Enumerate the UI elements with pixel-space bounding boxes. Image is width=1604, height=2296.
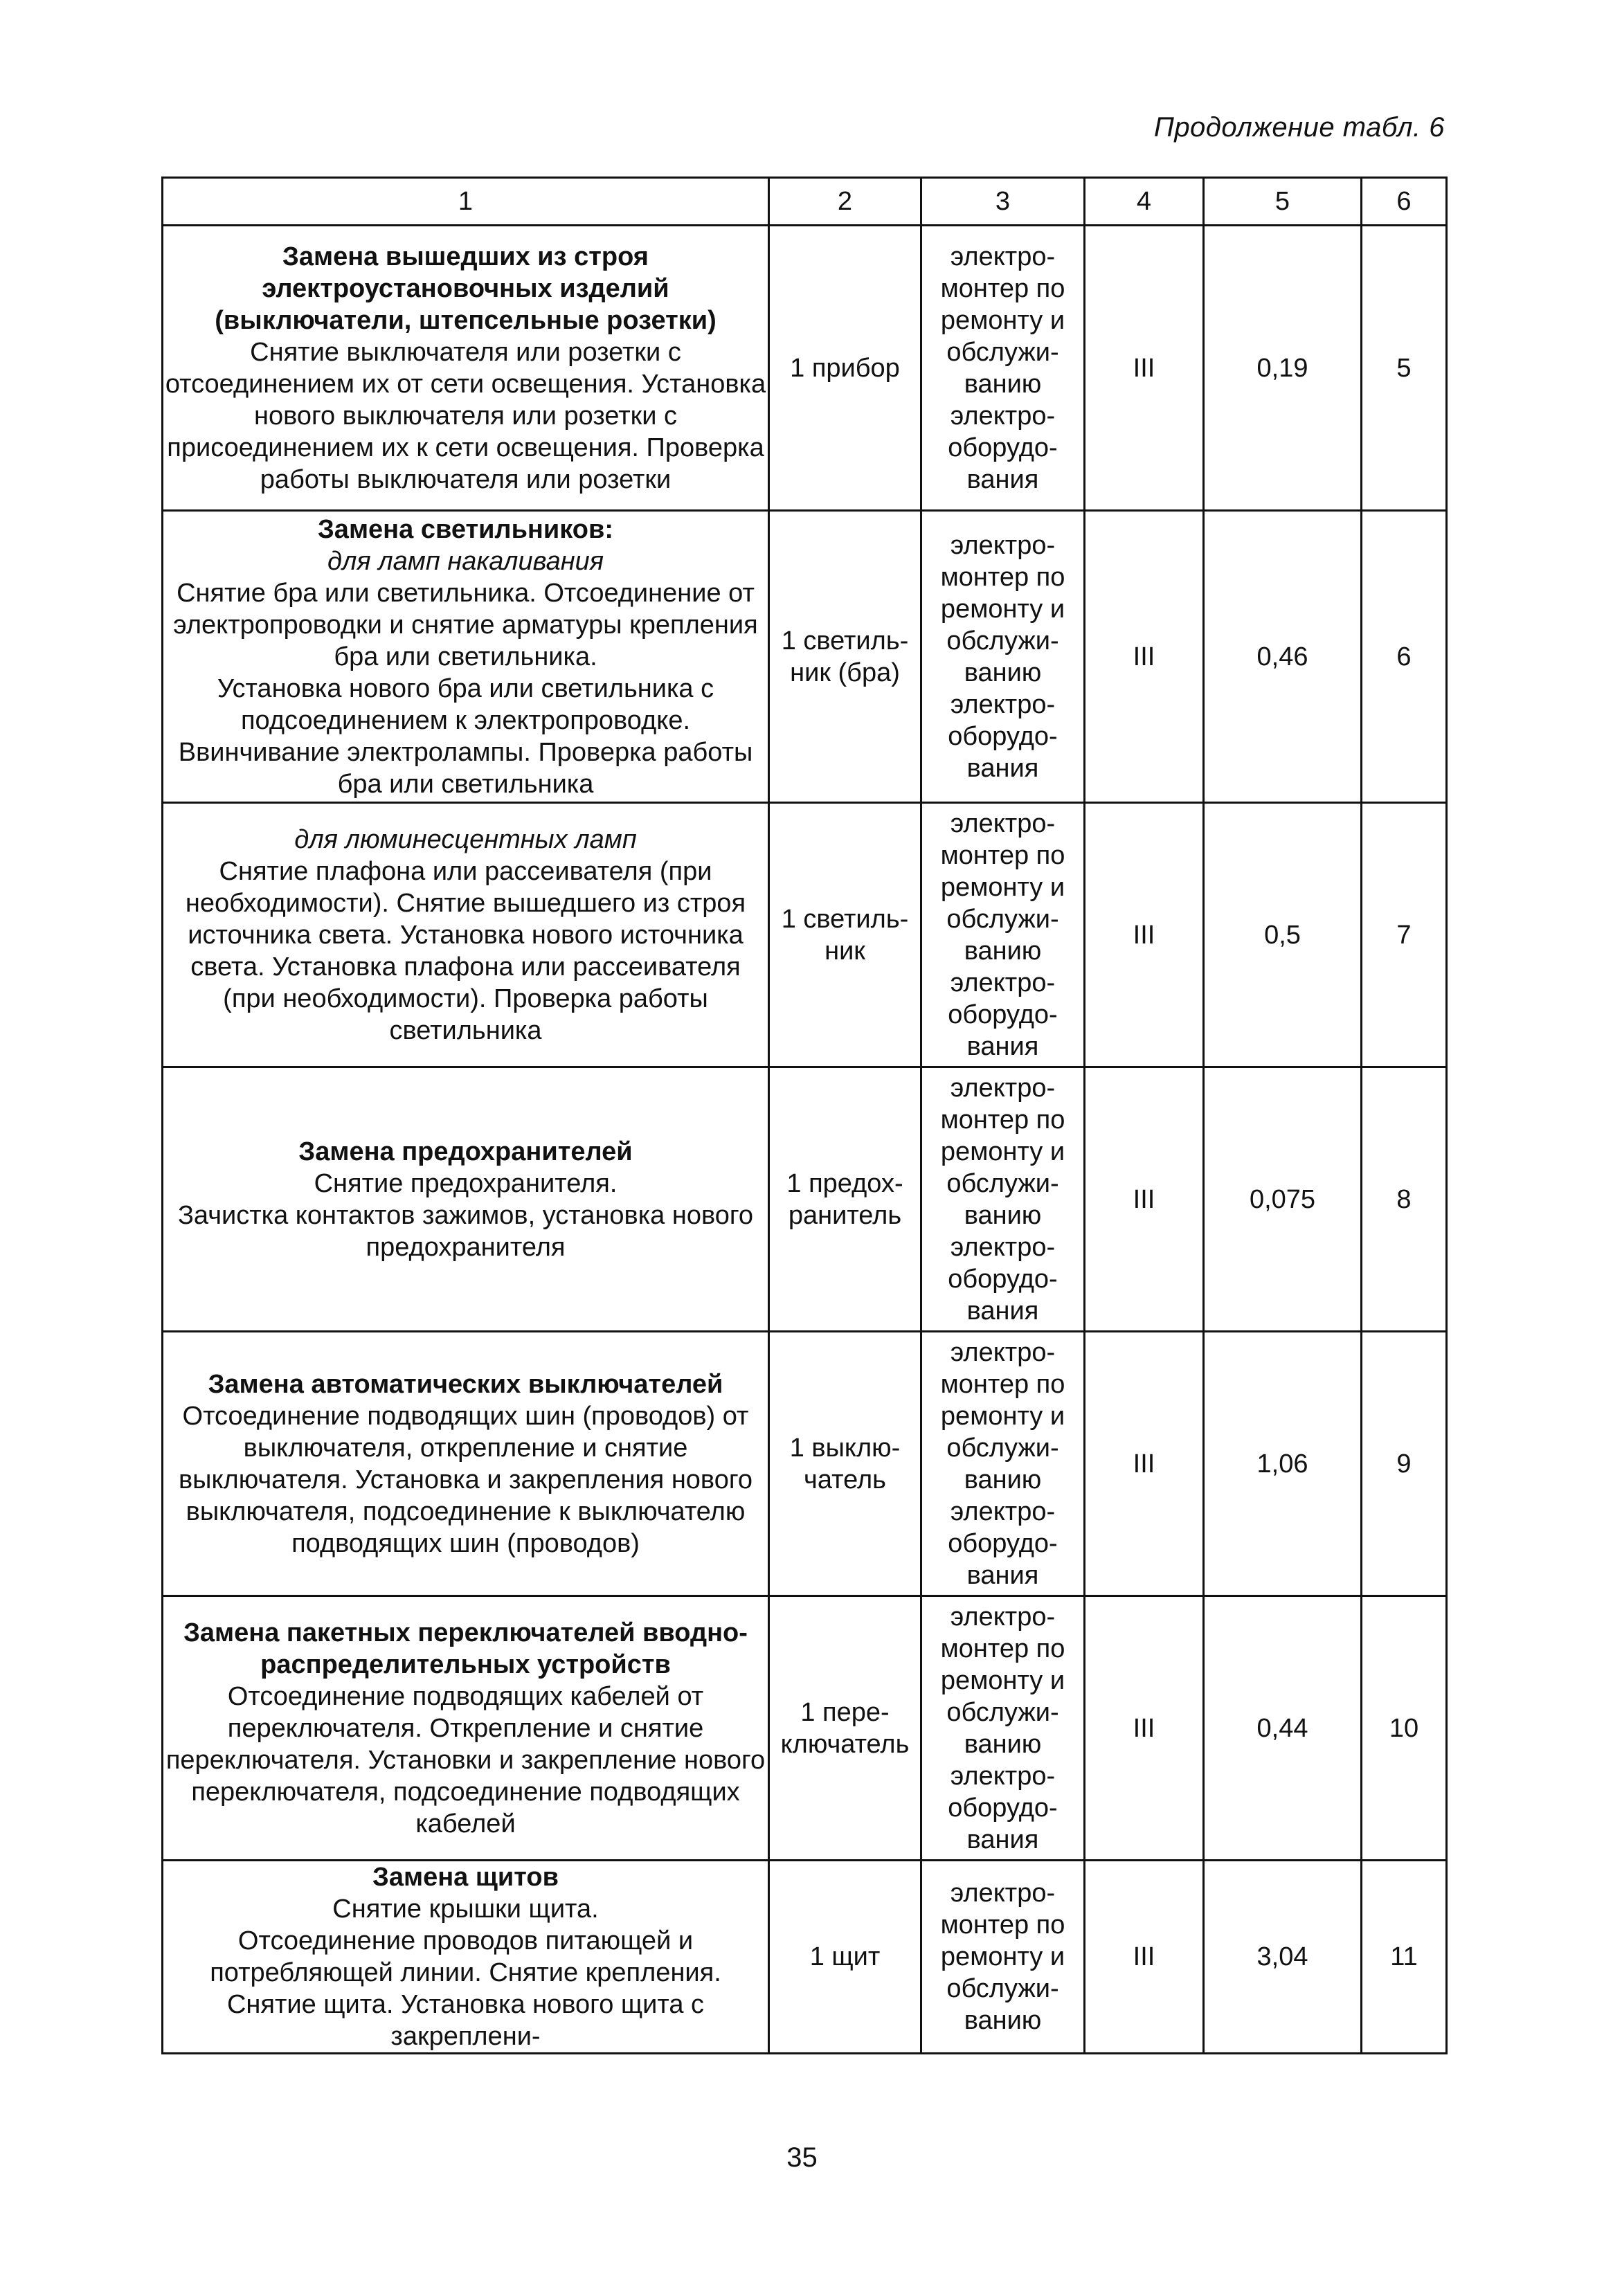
- row-number-cell: 7: [1362, 803, 1447, 1067]
- performer-line: ремонту и: [940, 594, 1065, 624]
- performer-line: ванию: [964, 658, 1042, 687]
- unit-line: ранитель: [788, 1200, 902, 1230]
- performer-line: обслужи-: [946, 1433, 1059, 1463]
- unit-line: 1 прибор: [790, 353, 900, 383]
- work-title: Замена автоматических выключателей: [208, 1369, 723, 1399]
- norms-table: [161, 177, 1448, 2054]
- work-description-cell: [163, 226, 769, 511]
- work-subtitle: для ламп накаливания: [327, 546, 604, 576]
- col-header-5: 5: [1204, 178, 1362, 226]
- performer-line: обслужи-: [946, 1168, 1059, 1198]
- work-step-text: Снятие плафона или рассеивателя (при необходимости). Снятие вышедшего из строя источника света. Установка нового источника света. Установка плафона или рассеивателя (при необходимости). Проверка работы светильника: [185, 856, 746, 1045]
- work-description-cell: [163, 803, 769, 1067]
- page-number: 35: [786, 2142, 818, 2173]
- performer-line: монтер по: [940, 1369, 1065, 1399]
- unit-line: 1 пере-: [800, 1697, 890, 1727]
- performer-line: ремонту и: [940, 1942, 1065, 1971]
- table-row: [163, 1861, 1447, 2054]
- performer-line: ванию: [964, 1200, 1042, 1230]
- grade-cell: III: [1085, 226, 1204, 511]
- performer-line: ремонту и: [940, 872, 1065, 902]
- performer-line: ванию: [964, 1729, 1042, 1759]
- work-step-text: Снятие выключателя или розетки с отсоединением их от сети освещения. Установка нового выключателя или розетки с присоединением их к сети освещения. Проверка работы выключателя или розетки: [165, 337, 766, 494]
- table-caption: Продолжение табл. 6: [1153, 112, 1445, 143]
- performer-line: электро-: [950, 1602, 1056, 1631]
- unit-of-measure-cell: [769, 511, 921, 803]
- grade-cell: III: [1085, 511, 1204, 803]
- grade-cell: III: [1085, 1861, 1204, 2054]
- performer-line: обслужи-: [946, 1974, 1059, 2003]
- table-row: [163, 1596, 1447, 1861]
- norm-value-cell: 0,075: [1204, 1067, 1362, 1332]
- table-row: [163, 511, 1447, 803]
- row-number-cell: 9: [1362, 1332, 1447, 1596]
- row-number-cell: 5: [1362, 226, 1447, 511]
- performer-line: вания: [966, 1296, 1039, 1326]
- performer-line: вания: [966, 464, 1039, 494]
- unit-line: 1 светиль-: [781, 626, 909, 656]
- grade-cell: III: [1085, 1596, 1204, 1861]
- performer-line: электро-: [950, 1497, 1056, 1526]
- performer-line: обслужи-: [946, 337, 1059, 367]
- table-row: [163, 1067, 1447, 1332]
- unit-of-measure-cell: [769, 1596, 921, 1861]
- performer-line: ванию: [964, 1465, 1042, 1494]
- performer-line: вания: [966, 753, 1039, 783]
- performer-line: электро-: [950, 401, 1056, 431]
- performer-line: ванию: [964, 936, 1042, 966]
- work-description-cell: [163, 511, 769, 803]
- performer-cell: [921, 1332, 1085, 1596]
- work-step-text: Отсоединение подводящих шин (проводов) от выключателя, открепление и снятие выключателя. Установка и закрепления нового выключателя, подсоединение к выключателю подводящих шин (проводов): [178, 1401, 753, 1558]
- performer-line: оборудо-: [948, 1793, 1058, 1823]
- performer-line: электро-: [950, 1761, 1056, 1791]
- performer-line: оборудо-: [948, 1528, 1058, 1558]
- work-step-text: Отсоединение подводящих кабелей от переключателя. Открепление и снятие переключателя. Установки и закрепление нового переключателя, подсоединение подводящих кабелей: [165, 1681, 766, 1838]
- row-number-cell: 11: [1362, 1861, 1447, 2054]
- work-description-cell: [163, 1861, 769, 2054]
- performer-line: ремонту и: [940, 1137, 1065, 1166]
- norm-value-cell: 3,04: [1204, 1861, 1362, 2054]
- performer-line: ванию: [964, 2006, 1042, 2035]
- performer-cell: [921, 1067, 1085, 1332]
- unit-of-measure-cell: [769, 226, 921, 511]
- work-description-cell: [163, 1596, 769, 1861]
- col-header-3: 3: [921, 178, 1085, 226]
- work-step-text: Снятие бра или светильника. Отсоединение от электропроводки и снятие арматуры крепления бра или светильника.: [173, 578, 758, 671]
- work-step-text: Зачистка контактов зажимов, установка нового предохранителя: [177, 1200, 754, 1262]
- grade-cell: III: [1085, 803, 1204, 1067]
- performer-line: обслужи-: [946, 626, 1059, 656]
- performer-cell: [921, 226, 1085, 511]
- performer-line: оборудо-: [948, 1264, 1058, 1294]
- performer-cell: [921, 1861, 1085, 2054]
- unit-line: ник (бра): [790, 658, 900, 687]
- performer-line: обслужи-: [946, 904, 1059, 934]
- performer-line: монтер по: [940, 273, 1065, 303]
- performer-cell: [921, 511, 1085, 803]
- performer-line: монтер по: [940, 1105, 1065, 1135]
- performer-line: монтер по: [940, 562, 1065, 592]
- work-description-cell: [163, 1332, 769, 1596]
- row-number-cell: 6: [1362, 511, 1447, 803]
- row-number-cell: 10: [1362, 1596, 1447, 1861]
- table-row: [163, 803, 1447, 1067]
- performer-line: вания: [966, 1031, 1039, 1061]
- performer-line: электро-: [950, 1879, 1056, 1908]
- work-title: Замена светильников:: [318, 514, 613, 544]
- norm-value-cell: 0,19: [1204, 226, 1362, 511]
- work-title: Замена предохранителей: [298, 1137, 633, 1166]
- norm-value-cell: 0,46: [1204, 511, 1362, 803]
- grade-cell: III: [1085, 1332, 1204, 1596]
- grade-cell: III: [1085, 1067, 1204, 1332]
- performer-line: электро-: [950, 530, 1056, 560]
- performer-line: вания: [966, 1825, 1039, 1854]
- unit-line: ключатель: [780, 1729, 910, 1759]
- work-subtitle: для люминесцентных ламп: [294, 824, 637, 854]
- col-header-1: 1: [163, 178, 769, 226]
- performer-cell: [921, 803, 1085, 1067]
- work-step-text: Отсоединение проводов питающей и потребляющей линии. Снятие крепления. Снятие щита. Установка нового щита с закреплени-: [210, 1926, 721, 2051]
- unit-line: 1 выклю-: [789, 1433, 901, 1463]
- work-step-text: Установка нового бра или светильника с подсоединением к электропроводке. Ввинчивание электролампы. Проверка работы бра или светильника: [178, 674, 753, 799]
- performer-line: оборудо-: [948, 1000, 1058, 1029]
- performer-line: обслужи-: [946, 1697, 1059, 1727]
- header-row: [163, 178, 1447, 226]
- performer-line: оборудо-: [948, 721, 1058, 751]
- performer-cell: [921, 1596, 1085, 1861]
- row-number-cell: 8: [1362, 1067, 1447, 1332]
- work-title: Замена вышедших из строя электроустановочных изделий (выключатели, штепсельные розетки): [215, 242, 717, 335]
- norm-value-cell: 0,44: [1204, 1596, 1362, 1861]
- work-title: Замена щитов: [372, 1863, 559, 1892]
- performer-line: ремонту и: [940, 1401, 1065, 1431]
- performer-line: электро-: [950, 808, 1056, 838]
- col-header-6: 6: [1362, 178, 1447, 226]
- unit-line: 1 предох-: [786, 1168, 903, 1198]
- work-title: Замена пакетных переключателей вводно-распределительных устройств: [183, 1618, 748, 1679]
- performer-line: монтер по: [940, 1634, 1065, 1663]
- performer-line: ремонту и: [940, 1665, 1065, 1695]
- performer-line: монтер по: [940, 840, 1065, 870]
- work-step-text: Снятие предохранителя.: [314, 1168, 618, 1198]
- performer-line: электро-: [950, 1337, 1056, 1367]
- work-description-cell: [163, 1067, 769, 1332]
- performer-line: монтер по: [940, 1910, 1065, 1940]
- unit-line: 1 светиль-: [781, 904, 909, 934]
- performer-line: электро-: [950, 1073, 1056, 1103]
- unit-of-measure-cell: [769, 803, 921, 1067]
- unit-line: 1 щит: [809, 1942, 881, 1971]
- unit-line: ник: [824, 936, 865, 966]
- performer-line: электро-: [950, 242, 1056, 271]
- table-row: [163, 1332, 1447, 1596]
- unit-of-measure-cell: [769, 1861, 921, 2054]
- unit-of-measure-cell: [769, 1332, 921, 1596]
- performer-line: вания: [966, 1560, 1039, 1590]
- col-header-4: 4: [1085, 178, 1204, 226]
- performer-line: электро-: [950, 1232, 1056, 1262]
- unit-of-measure-cell: [769, 1067, 921, 1332]
- col-header-2: 2: [769, 178, 921, 226]
- performer-line: ванию: [964, 369, 1042, 399]
- performer-line: электро-: [950, 968, 1056, 997]
- performer-line: электро-: [950, 689, 1056, 719]
- norm-value-cell: 1,06: [1204, 1332, 1362, 1596]
- norm-value-cell: 0,5: [1204, 803, 1362, 1067]
- work-step-text: Снятие крышки щита.: [332, 1895, 599, 1924]
- performer-line: ремонту и: [940, 305, 1065, 335]
- performer-line: оборудо-: [948, 433, 1058, 462]
- unit-line: чатель: [804, 1465, 886, 1494]
- table-row: [163, 226, 1447, 511]
